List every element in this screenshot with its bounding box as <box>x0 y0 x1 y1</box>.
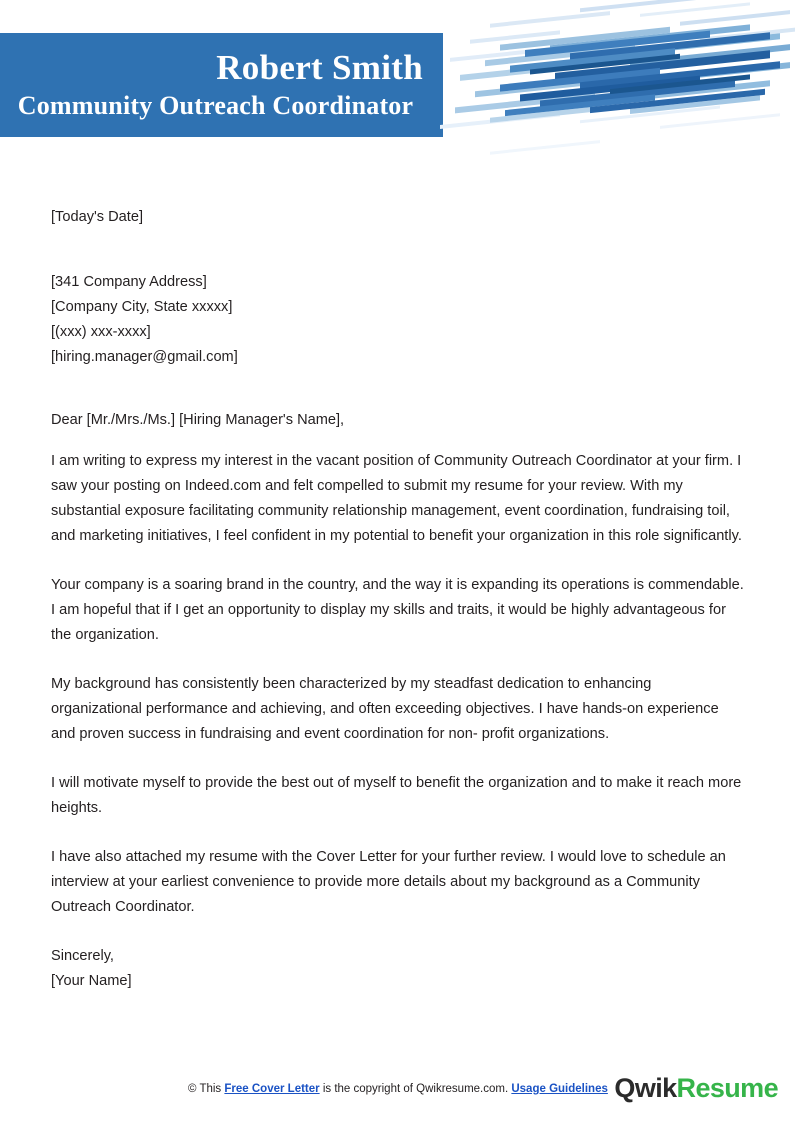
letter-paragraph: Your company is a soaring brand in the country, and the way it is expanding its operations is commendable. I am hopeful that if I get an opportunity to display my skills and traits, it would be highly advantageous for the organization. <box>51 577 744 643</box>
copyright-prefix: © This <box>188 1083 225 1095</box>
copyright-notice <box>188 1083 608 1095</box>
closing-block <box>51 944 745 994</box>
blue-streaks-graphic <box>430 0 800 180</box>
address-line: [(xxx) xxx-xxxx] <box>51 324 151 340</box>
page-title: Robert Smith <box>216 48 423 88</box>
date-line: [Today's Date] <box>51 209 144 225</box>
qwikresume-logo[interactable] <box>614 1073 778 1104</box>
logo-text-resume: Resume <box>676 1073 778 1103</box>
logo-text-qwik: Qwik <box>614 1073 677 1103</box>
signature-name: [Your Name] <box>51 973 132 989</box>
letter-paragraph: I will motivate myself to provide the best out of myself to benefit the organization and to make it reach more heights. <box>51 775 742 816</box>
document-header <box>0 0 800 180</box>
salutation: Dear [Mr./Mrs./Ms.] [Hiring Manager's Name], <box>51 412 345 428</box>
address-line: [hiring.manager@gmail.com] <box>51 349 238 365</box>
name-banner <box>0 33 443 137</box>
usage-guidelines-link[interactable]: Usage Guidelines <box>511 1083 608 1095</box>
copyright-middle: is the copyright of Qwikresume.com. <box>319 1083 512 1095</box>
address-line: [Company City, State xxxxx] <box>51 299 233 315</box>
letter-body <box>51 205 745 994</box>
recipient-address-block <box>51 270 745 370</box>
job-title: Community Outreach Coordinator <box>17 90 414 120</box>
address-line: [341 Company Address] <box>51 274 207 290</box>
letter-paragraph: I have also attached my resume with the Cover Letter for your further review. I would love to schedule an interview at your earliest convenience to provide more details about my background as a Community Outreach Coordinator. <box>51 849 726 915</box>
closing-word: Sincerely, <box>51 948 114 964</box>
letter-paragraph: I am writing to express my interest in the vacant position of Community Outreach Coordinator at your firm. I saw your posting on Indeed.com and felt compelled to submit my resume for your review. With my substantial exposure facilitating community relationship management, event coordination, fundraising toil, and marketing initiatives, I feel confident in my potential to benefit your organization in this role significantly. <box>51 453 742 544</box>
document-footer <box>0 1065 800 1131</box>
letter-paragraph: My background has consistently been characterized by my steadfast dedication to enhancing organizational performance and achieving, and often exceeding objectives. I have hands-on experience and proven success in fundraising and event coordination for non- profit organizations. <box>51 676 719 742</box>
free-cover-letter-link[interactable]: Free Cover Letter <box>224 1083 320 1095</box>
